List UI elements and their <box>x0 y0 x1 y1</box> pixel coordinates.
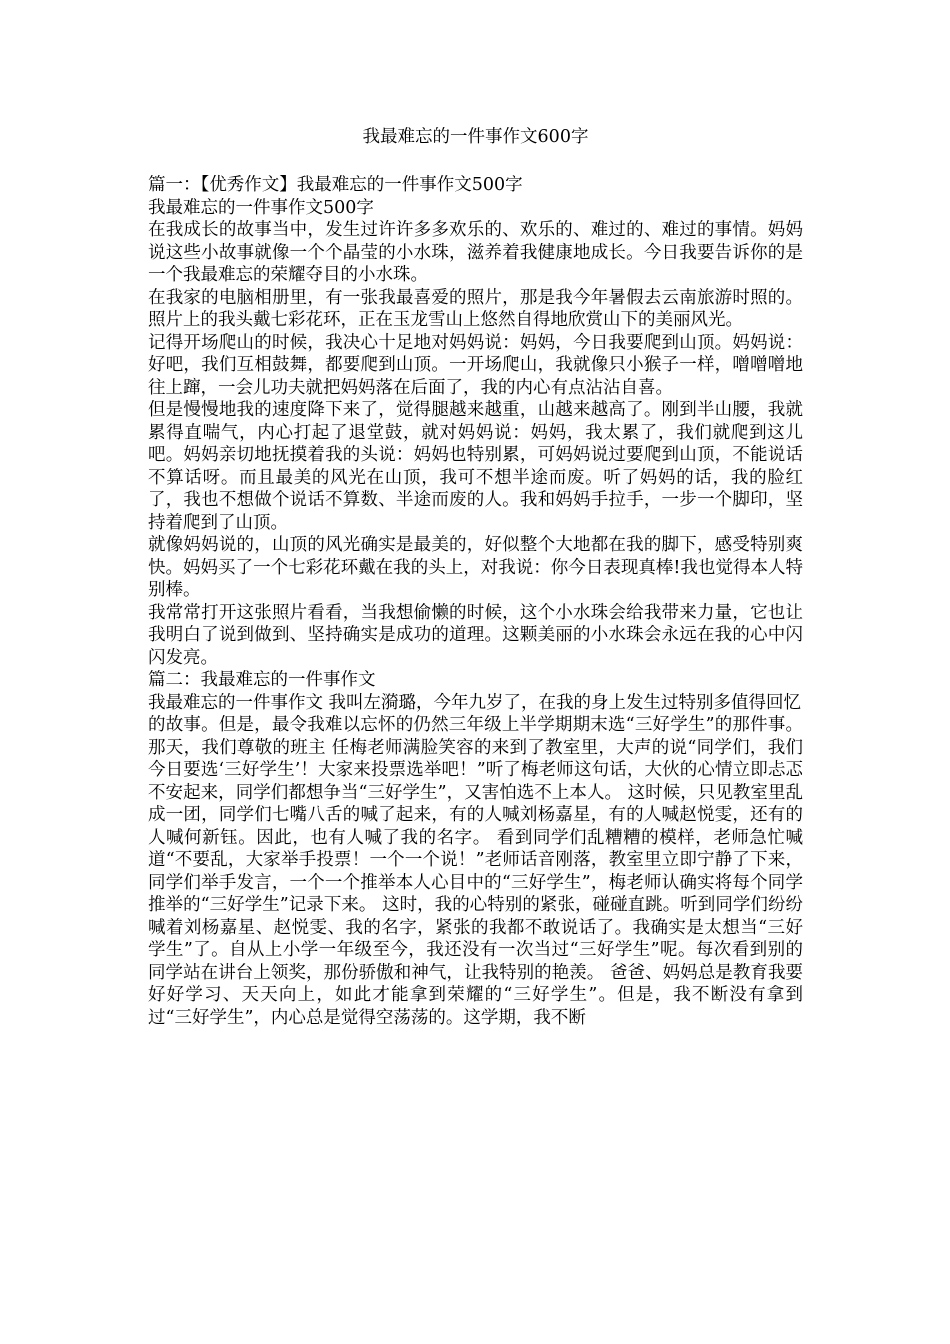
paragraph: 我常常打开这张照片看看，当我想偷懒的时候，这个小水珠会给我带来力量，它也让我明白了说到做到、坚持确实是成功的道理。这颗美丽的小水珠会永远在我的心中闪闪发亮。 <box>148 602 803 668</box>
paragraph: 的故事。但是，最令我难以忘怀的仍然三年级上半学期期末选“三好学生”的那件事。 那天，我们尊敬的班主 任梅老师满脸笑容的来到了教室里，大声的说“同学们，我们今日要选‘三好学生’！大家来投票选举吧！”听了梅老师这句话，大伙的心情立即忐忑不安起来，同学们都想争当“三好学生”，又害怕选不上本人。 这时候，只见教室里乱成一团，同学们七嘴八舌的喊了起来，有的人喊刘杨嘉星，有的人喊赵悦雯，还有的人喊何新钰。因此，也有人喊了我的名字。 看到同学们乱糟糟的模样，老师急忙喊道“不要乱，大家举手投票！一个一个说！”老师话音刚落，教室里立即宁静了下来，同学们举手发言，一个一个推举本人心目中的“三好学生”，梅老师认确实将每个同学推举的“三好学生”记录下来。 这时，我的心特别的紧张，碰碰直跳。听到同学们纷纷喊着刘杨嘉星、赵悦雯、我的名字，紧张的我都不敢说话了。我确实是太想当“三好学生”了。自从上小学一年级至今，我还没有一次当过“三好学生”呢。每次看到别的同学站在讲台上领奖，那份骄傲和神气，让我特别的艳羡。 爸爸、妈妈总是教育我要好好学习、天天向上，如此才能拿到荣耀的“三好学生”。但是，我不断没有拿到过“三好学生”，内心总是觉得空荡荡的。这学期，我不断 <box>148 715 803 1028</box>
paragraph: 记得开场爬山的时候，我决心十足地对妈妈说：妈妈，今日我要爬到山顶。妈妈说：好吧，我们互相鼓舞，都要爬到山顶。一开场爬山，我就像只小猴子一样，噌噌噌地往上蹿，一会儿功夫就把妈妈落在后面了，我的内心有点沾沾自喜。 <box>148 332 803 398</box>
paragraph: 在我成长的故事当中，发生过许许多多欢乐的、欢乐的、难过的、难过的事情。妈妈说这些小故事就像一个个晶莹的小水珠，滋养着我健康地成长。今日我要告诉你的是一个我最难忘的荣耀夺目的小水珠。 <box>148 220 803 285</box>
paragraph: 就像妈妈说的，山顶的风光确实是最美的，好似整个大地都在我的脚下，感受特别爽快。妈妈买了一个七彩花环戴在我的头上，对我说：你今日表现真棒!我也觉得本人特别棒。 <box>148 535 803 600</box>
paragraph: 但是慢慢地我的速度降下来了，觉得腿越来越重，山越来越高了。刚到半山腰，我就累得直喘气，内心打起了退堂鼓，就对妈妈说：妈妈，我太累了，我们就爬到这儿吧。妈妈亲切地抚摸着我的头说：妈妈也特别累，可妈妈说过要爬到山顶，不能说话不算话呀。而且最美的风光在山顶，我可不想半途而废。听了妈妈的话，我的脸红了，我也不想做个说话不算数、半途而废的人。我和妈妈手拉手，一步一个脚印，坚持着爬到了山顶。 <box>148 400 803 533</box>
paragraph: 我最难忘的一件事作文 我叫左漪璐，今年九岁了，在我的身上发生过特别多值得回忆 <box>148 692 802 713</box>
document-body <box>148 174 803 1029</box>
paragraph: 在我家的电脑相册里，有一张我最喜爱的照片，那是我今年暑假去云南旅游时照的。照片上的我头戴七彩花环，正在玉龙雪山上悠然自得地欣赏山下的美丽风光。 <box>148 287 803 330</box>
essay-title-1: 我最难忘的一件事作文500字 <box>148 197 374 218</box>
document-title: 我最难忘的一件事作文600字 <box>362 127 589 147</box>
section-heading-1: 篇一：【优秀作文】我最难忘的一件事作文500字 <box>148 175 523 195</box>
section-heading-2: 篇二：我最难忘的一件事作文 <box>148 670 376 690</box>
